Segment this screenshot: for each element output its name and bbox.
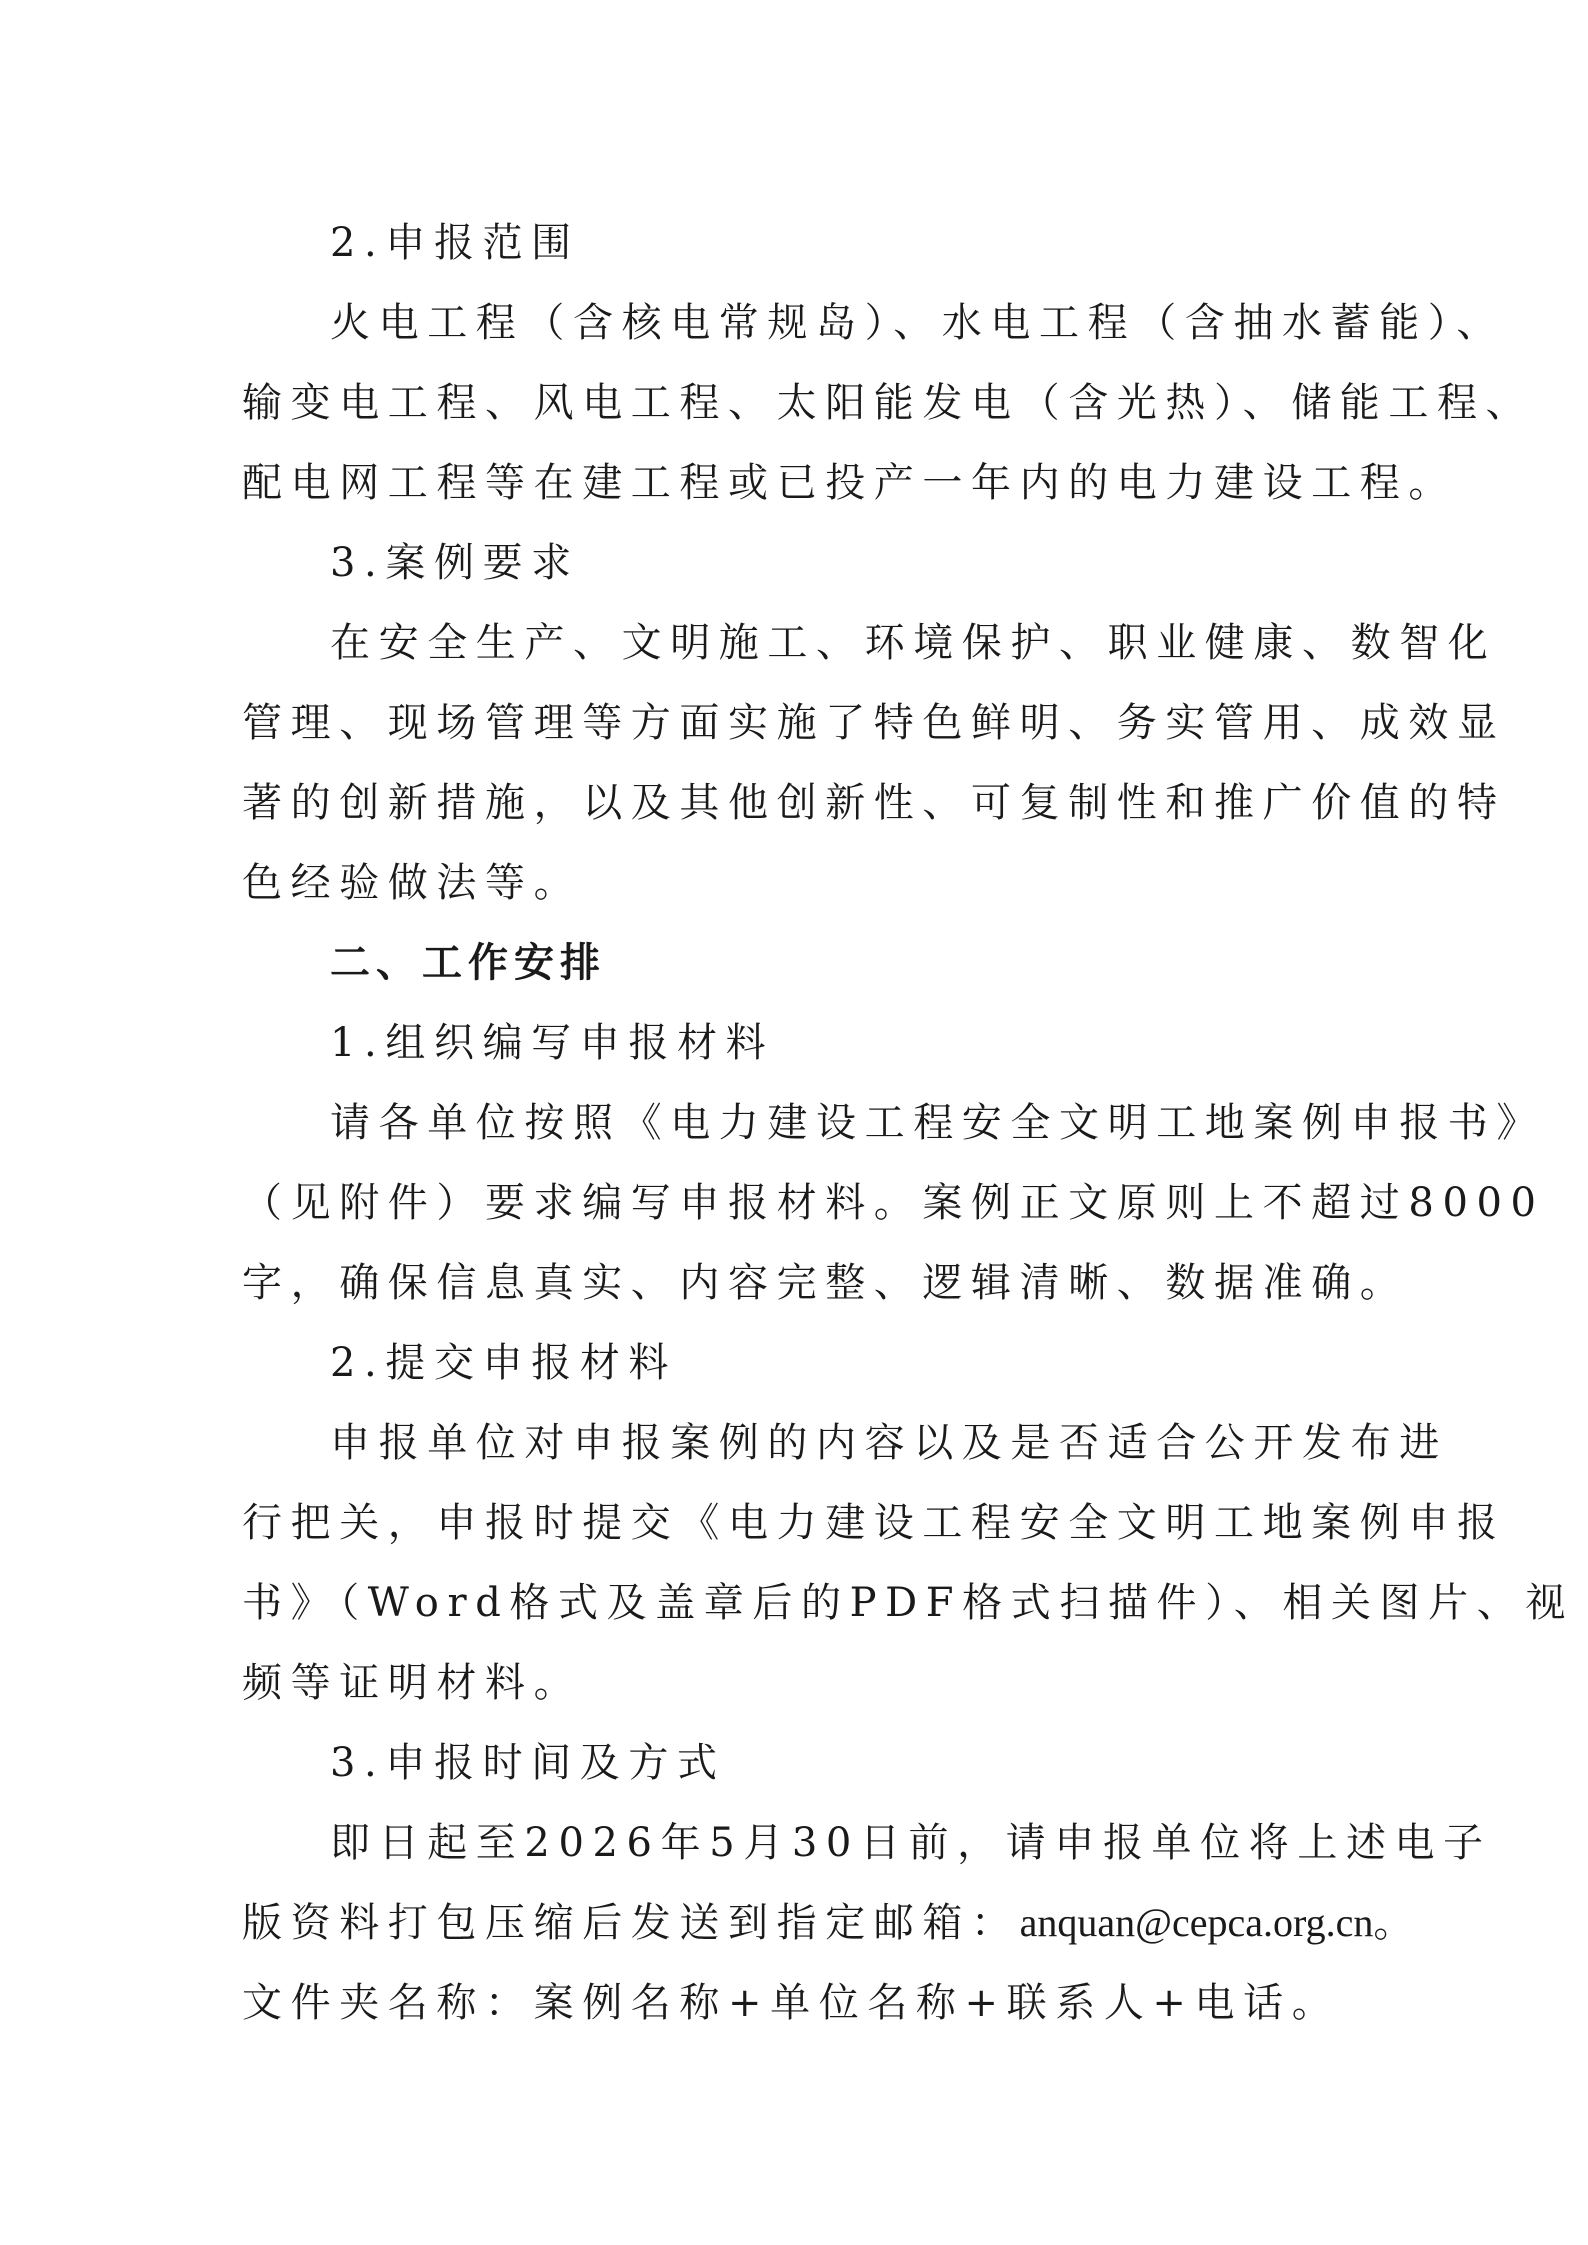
paragraph-line: 申报单位对申报案例的内容以及是否适合公开发布进 <box>330 1420 1448 1466</box>
paragraph-line: 字，确保信息真实、内容完整、逻辑清晰、数据准确。 <box>242 1260 1409 1306</box>
email-address: anquan@cepca.org.cn <box>1019 1900 1374 1945</box>
subheading-case-requirements: 3.案例要求 <box>330 540 580 586</box>
paragraph-line: 即日起至2026年5月30日前，请申报单位将上述电子 <box>330 1820 1492 1866</box>
paragraph-line: 请各单位按照《电力建设工程安全文明工地案例申报书》 <box>330 1100 1545 1146</box>
paragraph-line: 著的创新措施，以及其他创新性、可复制性和推广价值的特 <box>242 780 1506 826</box>
section-heading-work-arrangement: 二、工作安排 <box>330 940 606 986</box>
paragraph-line: 管理、现场管理等方面实施了特色鲜明、务实管用、成效显 <box>242 700 1506 746</box>
paragraph-line: 行把关，申报时提交《电力建设工程安全文明工地案例申报 <box>242 1500 1506 1546</box>
paragraph-line: 输变电工程、风电工程、太阳能发电（含光热）、储能工程、 <box>242 380 1535 426</box>
paragraph-line: 在安全生产、文明施工、环境保护、职业健康、数智化 <box>330 620 1497 666</box>
paragraph-line: 配电网工程等在建工程或已投产一年内的电力建设工程。 <box>242 460 1457 506</box>
email-intro-text: 版资料打包压缩后发送到指定邮箱： <box>242 1900 1020 1946</box>
subheading-submit-materials: 2.提交申报材料 <box>330 1340 677 1386</box>
paragraph-line: 文件夹名称：案例名称+单位名称+联系人+电话。 <box>242 1980 1341 2026</box>
subheading-application-scope: 2.申报范围 <box>330 220 580 266</box>
subheading-prepare-materials: 1.组织编写申报材料 <box>330 1020 775 1066</box>
paragraph-line: 频等证明材料。 <box>242 1660 583 1706</box>
paragraph-line: 色经验做法等。 <box>242 860 583 906</box>
paragraph-line: 书》（Word格式及盖章后的PDF格式扫描件）、相关图片、视 <box>242 1580 1574 1626</box>
paragraph-line-email <box>242 1893 1422 1953</box>
paragraph-line: 火电工程（含核电常规岛）、水电工程（含抽水蓄能）、 <box>330 300 1505 346</box>
email-end-mark: 。 <box>1373 1900 1422 1946</box>
paragraph-line: （见附件）要求编写申报材料。案例正文原则上不超过8000 <box>242 1180 1545 1226</box>
subheading-time-and-method: 3.申报时间及方式 <box>330 1740 726 1786</box>
